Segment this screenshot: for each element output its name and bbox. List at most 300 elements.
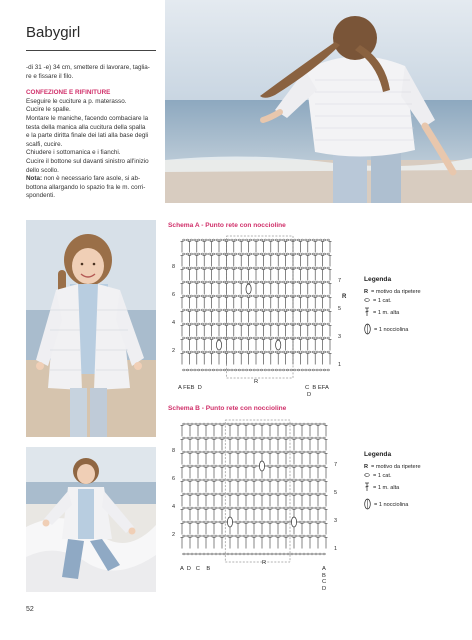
chain-stitch [301,253,304,255]
chain-stitch [247,535,250,537]
chain-stitch [311,465,314,467]
chain-stitch [253,351,256,353]
chain-stitch [245,309,248,311]
chain-stitch [301,267,304,269]
foundation-chain [260,369,263,371]
chain-stitch [251,451,254,453]
chain-stitch [186,267,189,269]
foundation-chain [207,553,210,555]
chain-stitch [242,281,245,283]
legend-item-double-crochet: = 1 m. alta [364,307,421,319]
chain-stitch [295,493,298,495]
chain-stitch [231,309,234,311]
chain-stitch [279,267,282,269]
chain-stitch [323,479,326,481]
chain-stitch [234,337,237,339]
foundation-chain [290,369,293,371]
chain-stitch [216,309,219,311]
chain-stitch [243,437,246,439]
foundation-chain [215,553,218,555]
chain-stitch [234,323,237,325]
chain-stitch [231,507,234,509]
chain-stitch [208,309,211,311]
chain-stitch [267,479,270,481]
chain-stitch [186,281,189,283]
chain-stitch [319,323,322,325]
chain-stitch [249,267,252,269]
chain-stitch [305,281,308,283]
chain-stitch [216,281,219,283]
chain-stitch [286,351,289,353]
chain-stitch [207,479,210,481]
foundation-chain [187,553,190,555]
chain-stitch [327,281,330,283]
chain-stitch [219,493,222,495]
chain-stitch [187,437,190,439]
chain-stitch [316,351,319,353]
chain-stitch [208,323,211,325]
row-number: 3 [338,334,342,340]
chain-stitch [234,267,237,269]
chain-stitch [283,479,286,481]
chain-stitch [301,323,304,325]
instruction-line: Cucire le spalle. [26,106,71,114]
foundation-chain [239,553,242,555]
schema-a-bottom-labels-right: C B EFA [305,385,329,391]
foundation-chain [282,369,285,371]
chain-stitch [312,337,315,339]
chain-stitch [307,507,310,509]
chain-stitch [235,535,238,537]
chain-stitch [308,309,311,311]
chain-stitch [319,507,322,509]
chain-stitch [268,323,271,325]
chain-stitch [297,281,300,283]
chain-stitch [267,521,270,523]
chain-stitch [216,253,219,255]
chain-stitch [319,423,322,425]
chain-stitch [238,351,241,353]
chain-stitch [301,351,304,353]
row-number: 2 [172,532,176,538]
chain-stitch [271,309,274,311]
chain-stitch [279,521,282,523]
bobble-stitch [276,340,281,350]
chain-stitch [207,535,210,537]
chain-stitch [247,521,250,523]
row-number: 7 [334,462,338,468]
chain-stitch [308,295,311,297]
chain-stitch [287,437,290,439]
chain-stitch [187,423,190,425]
bobble-stitch [216,340,221,350]
chain-stitch [215,493,218,495]
chain-stitch [203,493,206,495]
chain-stitch [291,535,294,537]
chain-stitch [234,309,237,311]
chain-stitch [260,351,263,353]
chain-stitch [195,507,198,509]
chain-stitch [234,295,237,297]
chain-stitch [295,507,298,509]
chain-stitch [238,295,241,297]
chain-stitch [260,281,263,283]
chain-stitch [199,479,202,481]
chain-stitch [290,267,293,269]
chain-stitch [311,451,314,453]
schema-a-bottom-r: R [254,379,259,385]
chain-stitch [312,253,315,255]
chain-stitch [316,323,319,325]
chain-stitch [186,295,189,297]
schema-a-diagram [168,232,350,400]
chain-stitch [219,281,222,283]
legend-item-bobble: = 1 nocciolina [364,323,421,337]
chain-stitch [264,239,267,241]
chain-stitch [247,423,250,425]
chain-stitch [291,507,294,509]
chain-stitch [301,309,304,311]
chain-stitch [271,423,274,425]
chain-stitch [295,423,298,425]
chain-stitch [183,493,186,495]
chain-stitch [312,295,315,297]
chain-stitch [197,267,200,269]
chain-stitch [256,323,259,325]
chain-stitch [295,451,298,453]
chain-stitch [297,295,300,297]
chain-stitch [194,253,197,255]
foundation-chain [327,369,330,371]
row-number: 8 [172,448,176,454]
chain-stitch [190,239,193,241]
chain-stitch [219,323,222,325]
schema-b-chart [168,416,350,576]
chain-icon [364,473,370,479]
chain-stitch [243,493,246,495]
chain-stitch [293,323,296,325]
chain-stitch [203,451,206,453]
chain-stitch [207,493,210,495]
title-divider [26,50,156,51]
chain-stitch [223,323,226,325]
chain-stitch [271,521,274,523]
chain-stitch [242,295,245,297]
chain-stitch [231,479,234,481]
foundation-chain [186,369,189,371]
chain-stitch [312,351,315,353]
chain-stitch [297,253,300,255]
foundation-chain [275,369,278,371]
repeat-symbol: R [364,464,369,470]
chain-stitch [311,493,314,495]
chain-stitch [203,437,206,439]
repeat-bracket [225,420,290,562]
chain-stitch [216,351,219,353]
chain-stitch [243,451,246,453]
chain-stitch [227,351,230,353]
chain-stitch [282,309,285,311]
chain-stitch [286,295,289,297]
chain-stitch [263,479,266,481]
chain-stitch [275,351,278,353]
foundation-chain [279,553,282,555]
chain-stitch [315,507,318,509]
front-photo [26,220,156,437]
chain-stitch [256,281,259,283]
chain-stitch [191,535,194,537]
chain-stitch [201,309,204,311]
chain-stitch [323,295,326,297]
chain-stitch [311,437,314,439]
chain-stitch [286,323,289,325]
chain-stitch [227,423,230,425]
chain-stitch [323,281,326,283]
instruction-line: Eseguire le cuciture a p. materasso. [26,97,127,105]
chain-stitch [231,267,234,269]
chain-stitch [255,521,258,523]
page-number: 52 [26,606,34,613]
chain-stitch [223,239,226,241]
foundation-chain [323,369,326,371]
chain-stitch [259,535,262,537]
chain-stitch [194,239,197,241]
foundation-chain [301,369,304,371]
chain-stitch [195,465,198,467]
foundation-chain [231,553,234,555]
chain-stitch [316,267,319,269]
chain-stitch [249,295,252,297]
chain-stitch [197,239,200,241]
chain-stitch [279,535,282,537]
chain-stitch [255,535,258,537]
chain-stitch [239,493,242,495]
chain-stitch [212,295,215,297]
chain-stitch [290,309,293,311]
chain-stitch [242,239,245,241]
chain-stitch [267,423,270,425]
chain-stitch [242,309,245,311]
chain-stitch [301,239,304,241]
chain-stitch [201,337,204,339]
chain-stitch [275,295,278,297]
chain-stitch [275,323,278,325]
chain-stitch [187,521,190,523]
chain-stitch [264,253,267,255]
foundation-chain [219,553,222,555]
chain-stitch [282,323,285,325]
row-number: 5 [338,306,342,312]
chain-stitch [259,493,262,495]
chain-stitch [239,451,242,453]
chain-stitch [187,465,190,467]
chain-stitch [186,323,189,325]
foundation-chain [307,553,310,555]
chain-stitch [275,437,278,439]
chain-stitch [271,239,274,241]
chain-stitch [231,493,234,495]
foundation-chain [191,553,194,555]
chain-stitch [203,521,206,523]
chain-stitch [194,281,197,283]
chain-stitch [264,267,267,269]
chain-stitch [290,323,293,325]
chain-stitch [235,423,238,425]
repeat-symbol: R [364,289,369,295]
foundation-chain [195,553,198,555]
chain-stitch [231,323,234,325]
chain-stitch [263,493,266,495]
chain-stitch [308,351,311,353]
chain-stitch [249,351,252,353]
chain-stitch [286,239,289,241]
instructions-text [26,64,160,201]
chain-stitch [312,309,315,311]
chain-stitch [315,451,318,453]
chain-stitch [211,493,214,495]
legend-item-chain: = 1 cat. [364,298,421,304]
row-number: 7 [338,278,342,284]
chain-stitch [323,521,326,523]
chain-stitch [212,239,215,241]
chain-stitch [315,521,318,523]
chain-stitch [231,239,234,241]
chain-stitch [293,281,296,283]
chain-stitch [245,239,248,241]
chain-stitch [211,451,214,453]
chain-stitch [234,253,237,255]
chain-stitch [264,351,267,353]
chain-stitch [282,337,285,339]
chain-stitch [263,521,266,523]
schema-b-row-numbers-left [172,437,175,549]
chain-stitch [183,507,186,509]
chain-stitch [293,253,296,255]
foundation-chain [219,369,222,371]
chain-stitch [238,323,241,325]
chain-stitch [271,337,274,339]
chain-stitch [260,309,263,311]
chain-stitch [212,281,215,283]
foundation-chain [190,369,193,371]
chain-stitch [208,351,211,353]
chain-stitch [315,465,318,467]
chain-stitch [205,267,208,269]
foundation-chain [308,369,311,371]
chain-stitch [271,253,274,255]
foundation-chain [323,553,326,555]
legend-item-bobble: = 1 nocciolina [364,498,421,512]
chain-stitch [299,535,302,537]
section-heading: CONFEZIONE E RIFINITURE [26,89,111,97]
chain-stitch [253,267,256,269]
chain-stitch [223,281,226,283]
chain-stitch [182,253,185,255]
chain-stitch [243,423,246,425]
chain-stitch [323,507,326,509]
chain-stitch [290,239,293,241]
chain-stitch [251,507,254,509]
chain-stitch [327,253,330,255]
chain-stitch [219,267,222,269]
chain-stitch [223,267,226,269]
chain-stitch [271,267,274,269]
chain-stitch [212,267,215,269]
chain-stitch [323,267,326,269]
chain-stitch [215,479,218,481]
chain-stitch [279,323,282,325]
chain-stitch [208,295,211,297]
foundation-chain [255,553,258,555]
foundation-chain [263,553,266,555]
chain-stitch [197,295,200,297]
chain-stitch [251,479,254,481]
legend-item-double-crochet: = 1 m. alta [364,482,421,494]
note-text: non è necessario fare asole, si ab- [42,175,141,183]
chain-stitch [263,535,266,537]
legend-item-repeat: R = motivo da ripetere [364,289,421,295]
instruction-line: e la parte diritta finale dei lati alla base degli [26,132,149,140]
chain-stitch [275,253,278,255]
chain-stitch [297,239,300,241]
chain-stitch [319,437,322,439]
chain-stitch [271,465,274,467]
chain-stitch [287,423,290,425]
chain-stitch [251,493,254,495]
chain-stitch [299,507,302,509]
chain-stitch [259,507,262,509]
schema-a-legend [364,276,421,337]
chain-stitch [275,507,278,509]
chain-stitch [299,521,302,523]
chain-stitch [227,535,230,537]
chain-stitch [287,451,290,453]
chain-stitch [267,535,270,537]
chain-stitch [268,281,271,283]
chain-stitch [275,239,278,241]
chain-stitch [208,239,211,241]
instruction-line: Chiudere i sottomanica e i fianchi. [26,149,121,157]
chain-stitch [247,493,250,495]
foundation-chain [245,369,248,371]
chain-stitch [282,253,285,255]
instruction-line: Cucire il bottone sul davanti sinistro all'inizio [26,157,149,165]
chain-stitch [303,493,306,495]
chain-stitch [227,239,230,241]
chain-stitch [231,535,234,537]
chain-stitch [235,507,238,509]
chain-stitch [231,253,234,255]
chain-stitch [231,437,234,439]
chain-stitch [255,507,258,509]
foundation-chain [305,369,308,371]
chain-stitch [283,423,286,425]
chain-stitch [283,493,286,495]
chain-stitch [195,493,198,495]
chain-stitch [287,507,290,509]
chain-stitch [301,337,304,339]
chain-stitch [297,267,300,269]
intro-line: re e fissare il filo. [26,72,74,80]
chain-stitch [183,521,186,523]
chain-stitch [293,351,296,353]
chain-stitch [279,437,282,439]
chain-stitch [195,451,198,453]
chain-stitch [275,479,278,481]
chain-stitch [212,253,215,255]
foundation-chain [259,553,262,555]
chain-stitch [290,281,293,283]
